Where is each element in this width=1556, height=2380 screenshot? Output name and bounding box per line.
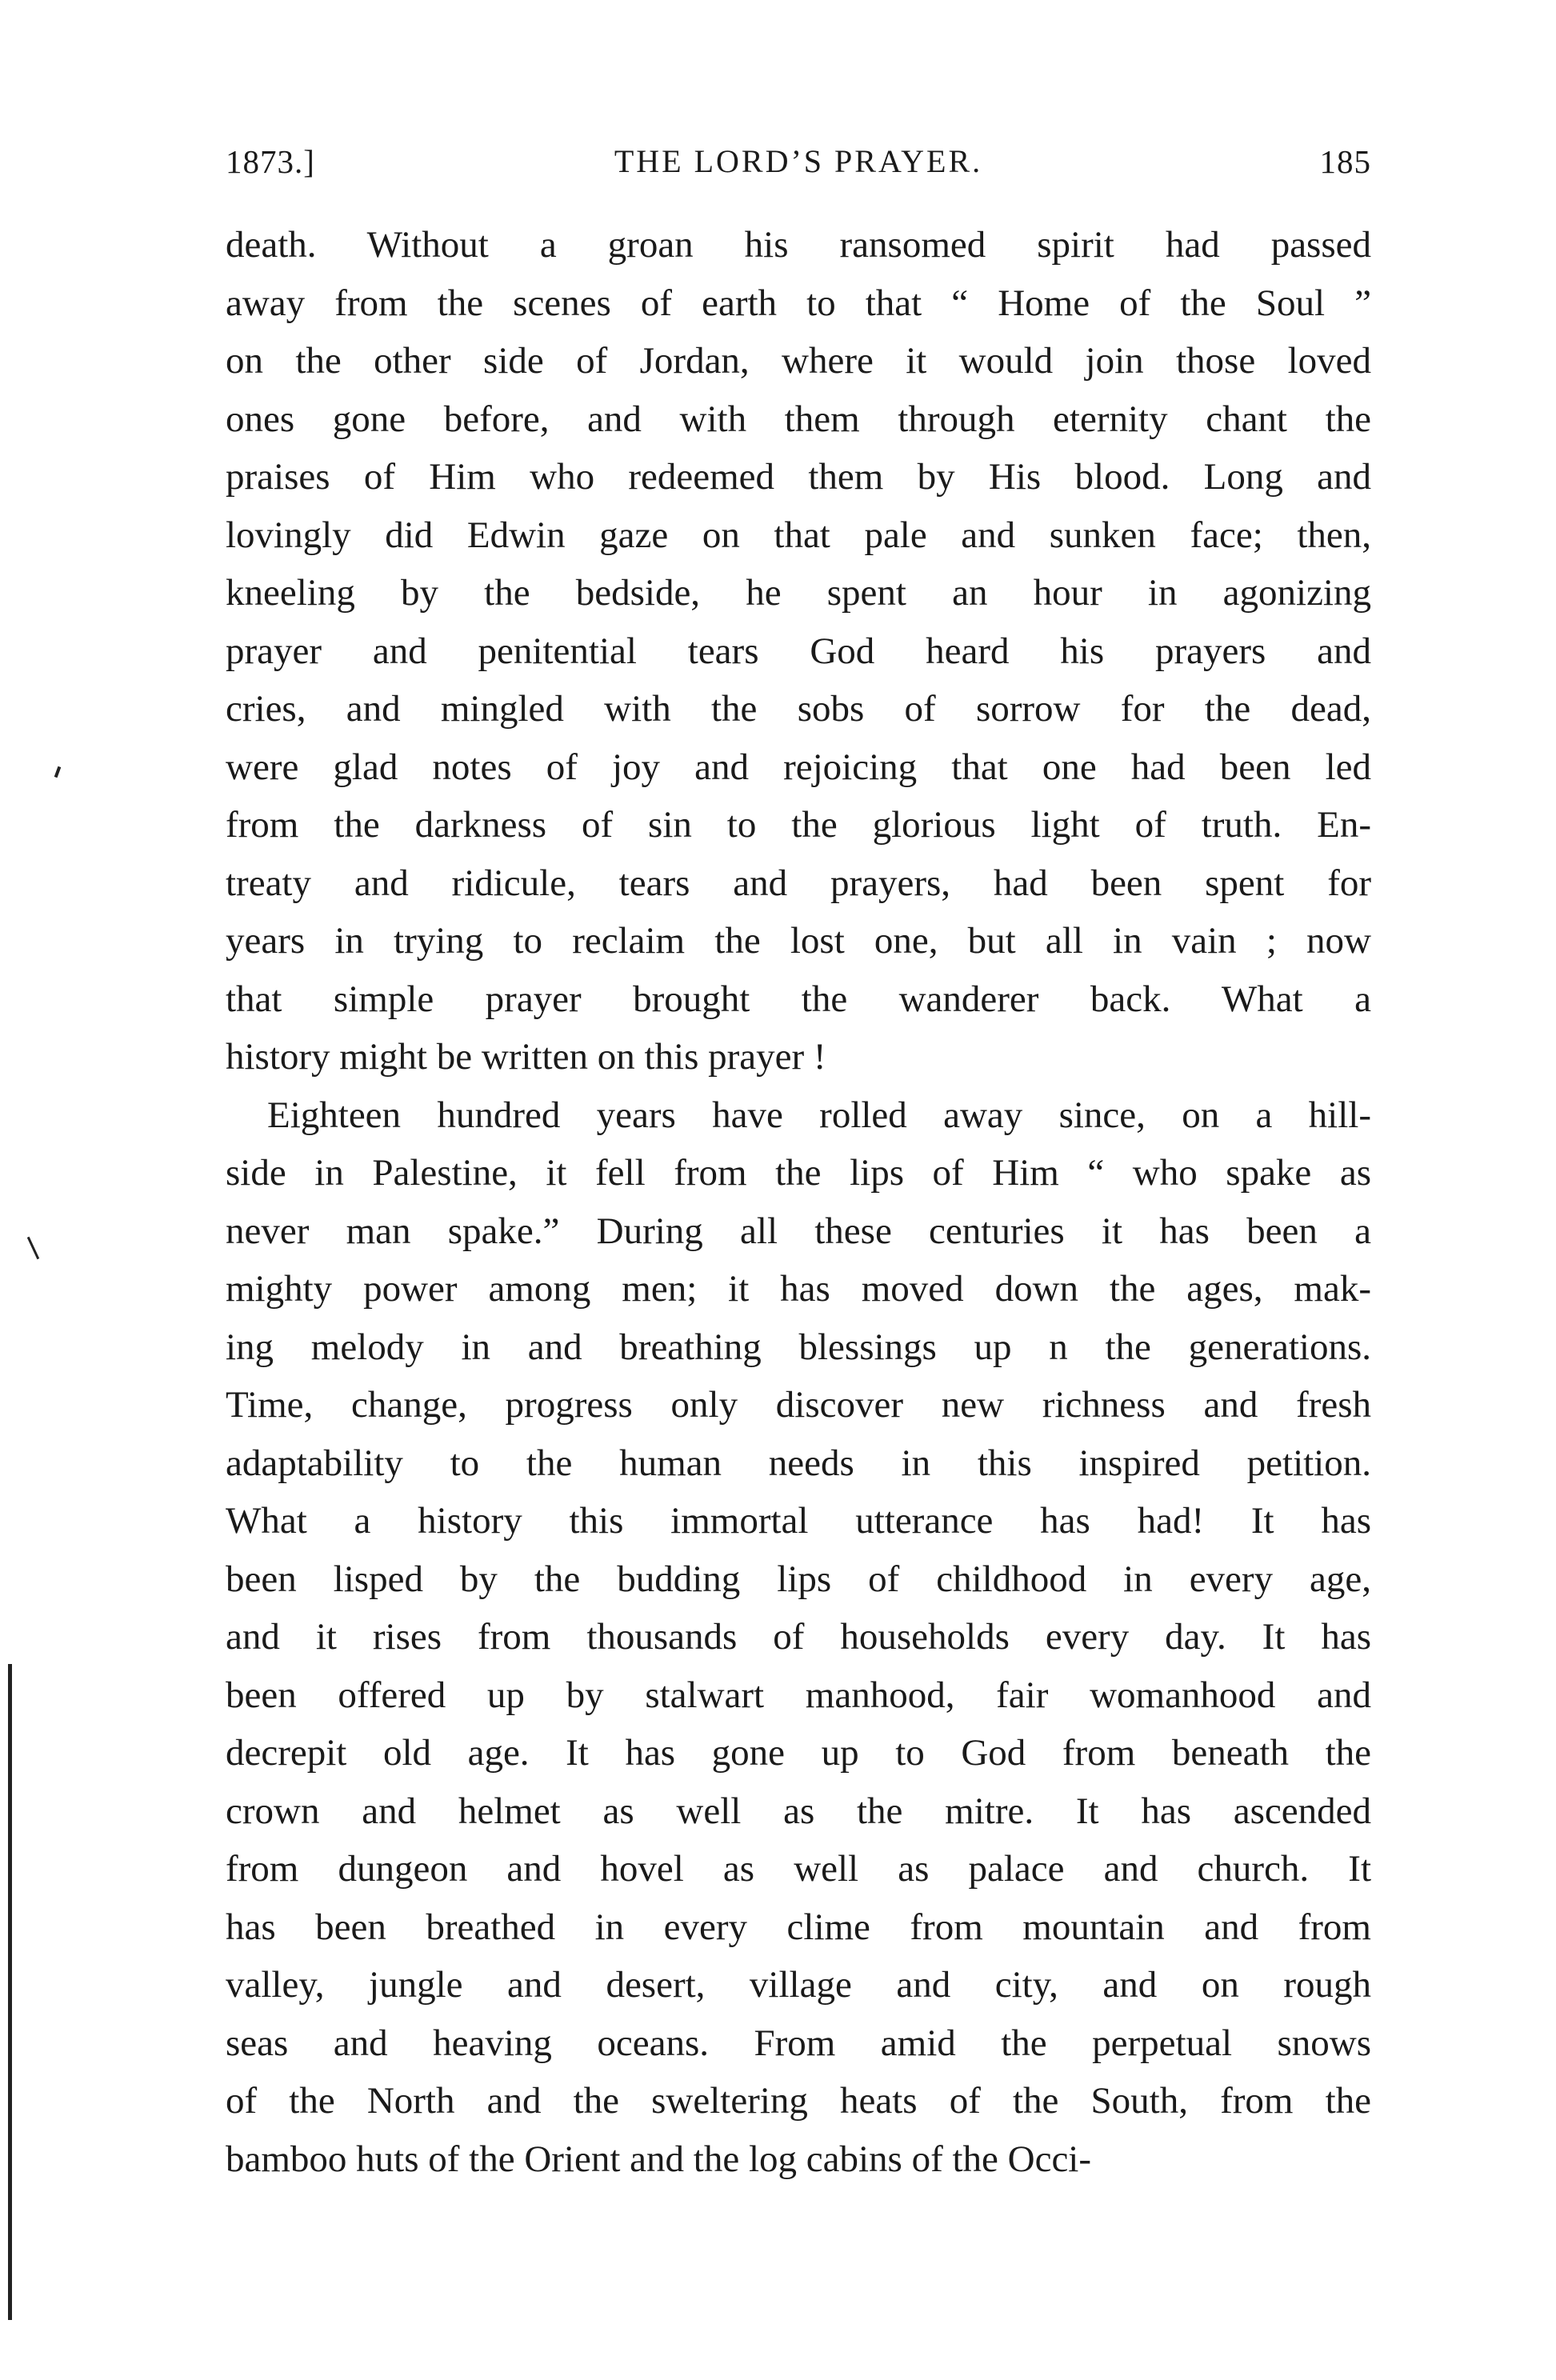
header-year: 1873.] [226, 143, 315, 180]
body-text [226, 216, 1371, 2188]
text-line: decrepit old age. It has gone up to God from beneath the [226, 1732, 1371, 1774]
text-line: lovingly did Edwin gaze on that pale and sunken face; then, [226, 514, 1371, 556]
text-line: death. Without a groan his ransomed spirit had passed [226, 224, 1371, 266]
text-line: prayer and penitential tears God heard his prayers and [226, 630, 1371, 672]
text-line: been offered up by stalwart manhood, fair womanhood and [226, 1674, 1371, 1716]
text-line: of the North and the sweltering heats of the South, from the [226, 2080, 1371, 2122]
margin-speck [8, 1664, 12, 2320]
text-line: valley, jungle and desert, village and city, and on rough [226, 1964, 1371, 2006]
text-line: Eighteen hundred years have rolled away since, on a hill- [267, 1094, 1371, 1136]
paragraph [226, 1086, 1371, 2189]
text-line: and it rises from thousands of households every day. It has [226, 1616, 1371, 1658]
text-line: bamboo huts of the Orient and the log cabins of the Occi- [226, 2138, 1092, 2180]
text-line: cries, and mingled with the sobs of sorrow for the dead, [226, 688, 1371, 730]
text-line: from the darkness of sin to the glorious light of truth. En- [226, 804, 1371, 846]
text-line: on the other side of Jordan, where it would join those loved [226, 340, 1371, 382]
text-line: adaptability to the human needs in this inspired petition. [226, 1442, 1371, 1484]
text-line: ing melody in and breathing blessings up n the generations. [226, 1326, 1371, 1368]
text-line: treaty and ridicule, tears and prayers, had been spent for [226, 862, 1371, 904]
text-line: kneeling by the bedside, he spent an hour in agonizing [226, 572, 1371, 614]
margin-speck [54, 766, 62, 778]
text-line: years in trying to reclaim the lost one, but all in vain ; now [226, 920, 1371, 962]
text-line: seas and heaving oceans. From amid the perpetual snows [226, 2022, 1371, 2064]
text-line: crown and helmet as well as the mitre. It has ascended [226, 1790, 1371, 1832]
paragraph [226, 216, 1371, 1086]
text-line: that simple prayer brought the wanderer back. What a [226, 978, 1371, 1020]
margin-speck [27, 1237, 39, 1259]
text-line: been lisped by the budding lips of childhood in every age, [226, 1558, 1371, 1600]
page-number: 185 [1319, 143, 1371, 180]
page-header [226, 138, 1371, 186]
text-line: has been breathed in every clime from mountain and from [226, 1906, 1371, 1948]
text-line: never man spake.” During all these centuries it has been a [226, 1210, 1371, 1252]
text-line: ones gone before, and with them through eternity chant the [226, 398, 1371, 440]
text-line: history might be written on this prayer ! [226, 1036, 826, 1078]
text-line: mighty power among men; it has moved down the ages, mak- [226, 1268, 1371, 1310]
text-line: side in Palestine, it fell from the lips of Him “ who spake as [226, 1152, 1371, 1194]
text-line: away from the scenes of earth to that “ Home of the Soul ” [226, 282, 1371, 324]
text-line: Time, change, progress only discover new richness and fresh [226, 1384, 1371, 1426]
text-line: What a history this immortal utterance has had! It has [226, 1500, 1371, 1542]
running-title: THE LORD’S PRAYER. [614, 143, 983, 179]
text-line: praises of Him who redeemed them by His blood. Long and [226, 456, 1371, 498]
text-line: were glad notes of joy and rejoicing that one had been led [226, 746, 1371, 788]
text-line: from dungeon and hovel as well as palace and church. It [226, 1848, 1371, 1890]
